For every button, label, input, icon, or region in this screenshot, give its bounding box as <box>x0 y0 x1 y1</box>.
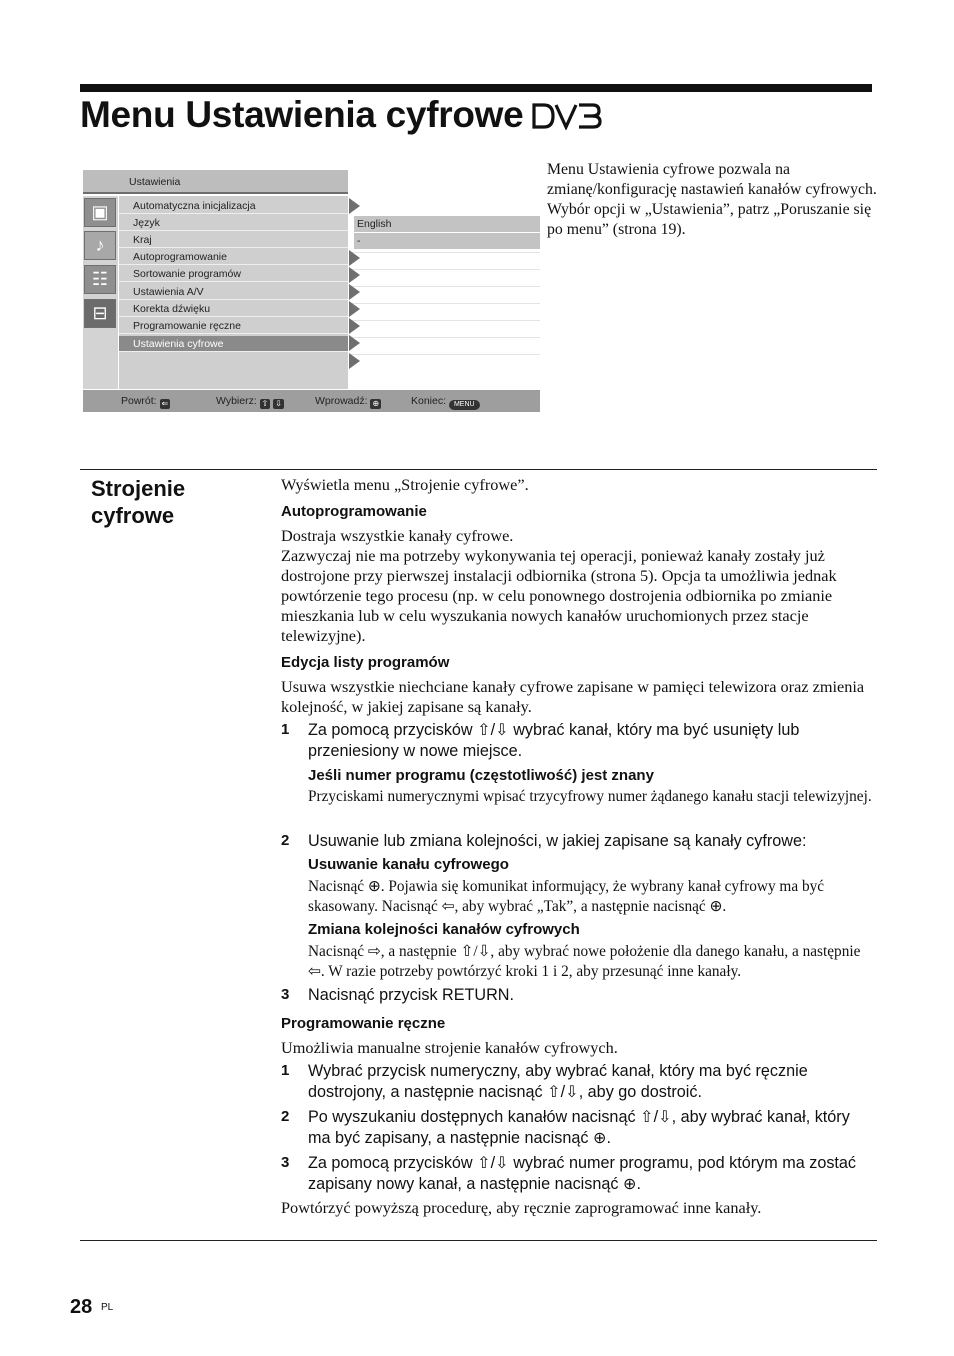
edit-sub1-heading: Jeśli numer programu (częstotliwość) jest znany <box>308 767 654 784</box>
tv-submenu-row <box>349 286 540 302</box>
right-arrow-icon <box>349 284 360 300</box>
right-arrow-icon <box>349 301 360 317</box>
up-button-icon: ⇧ <box>261 399 269 408</box>
return-button-icon: ⇐ <box>161 399 169 408</box>
section-bottom-rule <box>80 1240 877 1241</box>
edit-sub1-text: Przyciskami numerycznymi wpisać trzycyfrowy numer żądanego kanału stacji telewizyjnej. <box>308 788 872 805</box>
page-number: 28 <box>70 1296 93 1318</box>
footer-enter: Wprowadź: ⊕ <box>315 395 380 408</box>
right-arrow-icon <box>349 353 360 369</box>
page-title: Menu Ustawienia cyfrowe <box>80 94 603 136</box>
section-title: Strojenie cyfrowe <box>91 476 186 528</box>
picture-icon: ▣ <box>84 198 116 227</box>
edit-step1: Za pomocą przycisków ⇧/⇩ wybrać kanał, który ma być usunięty lub przeniesiony w nowe miejsce. <box>308 721 800 760</box>
tv-submenu-row <box>349 303 540 319</box>
edit-step3: Nacisnąć przycisk RETURN. <box>308 986 514 1004</box>
list-icon: ☷ <box>84 265 116 294</box>
tv-submenu-row <box>349 337 540 353</box>
page-language: PL <box>101 1302 114 1313</box>
footer-select: Wybierz: ⇧ ⇩ <box>216 395 282 408</box>
step-number: 3 <box>281 1154 290 1171</box>
edit-sub3-heading: Zmiana kolejności kanałów cyfrowych <box>308 921 580 938</box>
autoprog-heading: Autoprogramowanie <box>281 503 427 520</box>
manual-step1: Wybrać przycisk numeryczny, aby wybrać kanał, który ma być ręcznie dostrojony, a następnie nacisnąć ⇧/⇩, aby go dostroić. <box>308 1062 808 1101</box>
tv-menu-header: Ustawienia <box>83 170 348 194</box>
music-note-icon: ♪ <box>84 231 116 260</box>
tv-submenu-value-country: - <box>354 233 540 249</box>
manual-step2: Po wyszukaniu dostępnych kanałów nacisnąć ⇧/⇩, aby wybrać kanał, który ma być zapisany, a następnie nacisnąć ⊕. <box>308 1108 850 1147</box>
toolbox-icon: ⊟ <box>84 299 116 328</box>
dvb-logo <box>531 102 603 130</box>
tv-menu-item[interactable]: Język <box>119 215 348 231</box>
right-arrow-icon <box>349 318 360 334</box>
tv-menu-item[interactable]: Ustawienia A/V <box>119 284 348 300</box>
autoprog-p2: Zazwyczaj nie ma potrzeby wykonywania tej operacji, ponieważ kanały zostały już dostrojone przy pierwszej instalacji odbiornika (strona 5). Opcja ta umożliwia jednak powtórzenie tego procesu (np. w celu ponownego dostrojenia odbiornika po zmianie mieszkania lub w celu wyszukania nowych kanałów uruchomionych przez stacje telewizyjne). <box>281 546 837 645</box>
step-number: 2 <box>281 1108 290 1125</box>
right-arrow-icon <box>349 250 360 266</box>
edit-sub2-heading: Usuwanie kanału cyfrowego <box>308 856 509 873</box>
footer-back: Powrót: ⇐ <box>121 395 169 408</box>
enter-button-icon: ⊕ <box>372 399 380 408</box>
tv-submenu-row <box>349 354 540 370</box>
step-number: 1 <box>281 1062 290 1079</box>
manual-closing: Powtórzyć powyższą procedurę, aby ręcznie zaprogramować inne kanały. <box>281 1198 762 1217</box>
edit-sub3-text: Nacisnąć ⇨, a następnie ⇧/⇩, aby wybrać nowe położenie dla danego kanału, a następnie ⇦. W razie potrzeby powtórzyć kroki 1 i 2, aby przesunąć inne kanały. <box>308 943 861 980</box>
tv-menu-footer <box>83 390 540 412</box>
right-arrow-icon <box>349 267 360 283</box>
edit-p1: Usuwa wszystkie niechciane kanały cyfrowe zapisane w pamięci telewizora oraz zmienia kolejność, w jakiej zapisane są kanały. <box>281 677 865 716</box>
manual-p1: Umożliwia manualne strojenie kanałów cyfrowych. <box>281 1038 618 1057</box>
step-number: 3 <box>281 986 290 1003</box>
tv-menu-item[interactable]: Kraj <box>119 232 348 248</box>
right-arrow-icon <box>349 198 360 214</box>
tv-menu-icon-column <box>83 196 118 389</box>
intro-text: Menu Ustawienia cyfrowe pozwala na zmianę/konfigurację nastawień kanałów cyfrowych. Wybór opcji w „Ustawienia”, patrz „Poruszanie się po menu” (strona 19). <box>547 161 877 238</box>
tv-menu-item[interactable]: Korekta dźwięku <box>119 301 348 317</box>
manual-step3: Za pomocą przycisków ⇧/⇩ wybrać numer programu, pod którym ma zostać zapisany nowy kanał, a następnie nacisnąć ⊕. <box>308 1154 857 1193</box>
tv-menu-item[interactable]: Automatyczna inicjalizacja <box>119 198 348 214</box>
tv-menu-list <box>119 196 348 389</box>
step-number: 2 <box>281 832 290 849</box>
tv-submenu-value-language: English <box>354 216 540 232</box>
edit-step2: Usuwanie lub zmiana kolejności, w jakiej zapisane są kanały cyfrowe: <box>308 832 807 850</box>
menu-button-icon: MENU <box>449 400 480 410</box>
section-lead: Wyświetla menu „Strojenie cyfrowe”. <box>281 475 529 494</box>
tv-submenu-row <box>349 252 540 268</box>
footer-exit: Koniec: MENU <box>411 395 480 410</box>
down-button-icon: ⇩ <box>275 399 282 408</box>
tv-menu-item[interactable]: Sortowanie programów <box>119 266 348 282</box>
tv-submenu-area <box>349 196 540 389</box>
edit-heading: Edycja listy programów <box>281 654 450 671</box>
autoprog-p1: Dostraja wszystkie kanały cyfrowe. <box>281 526 514 545</box>
step-number: 1 <box>281 721 290 738</box>
manual-heading: Programowanie ręczne <box>281 1015 446 1032</box>
tv-submenu-row <box>349 320 540 336</box>
tv-menu-item[interactable]: Programowanie ręczne <box>119 318 348 334</box>
tv-menu-item[interactable]: Autoprogramowanie <box>119 249 348 265</box>
tv-submenu-row <box>349 269 540 285</box>
right-arrow-icon <box>349 335 360 351</box>
title-rule <box>80 84 872 92</box>
section-top-rule <box>80 469 877 470</box>
edit-sub2-text: Nacisnąć ⊕. Pojawia się komunikat informujący, że wybrany kanał cyfrowy ma być skasowany. Nacisnąć ⇦, aby wybrać „Tak”, a następnie nacisnąć ⊕. <box>308 878 825 915</box>
tv-menu-screenshot <box>83 170 540 412</box>
tv-menu-item-selected[interactable]: Ustawienia cyfrowe <box>119 336 348 352</box>
